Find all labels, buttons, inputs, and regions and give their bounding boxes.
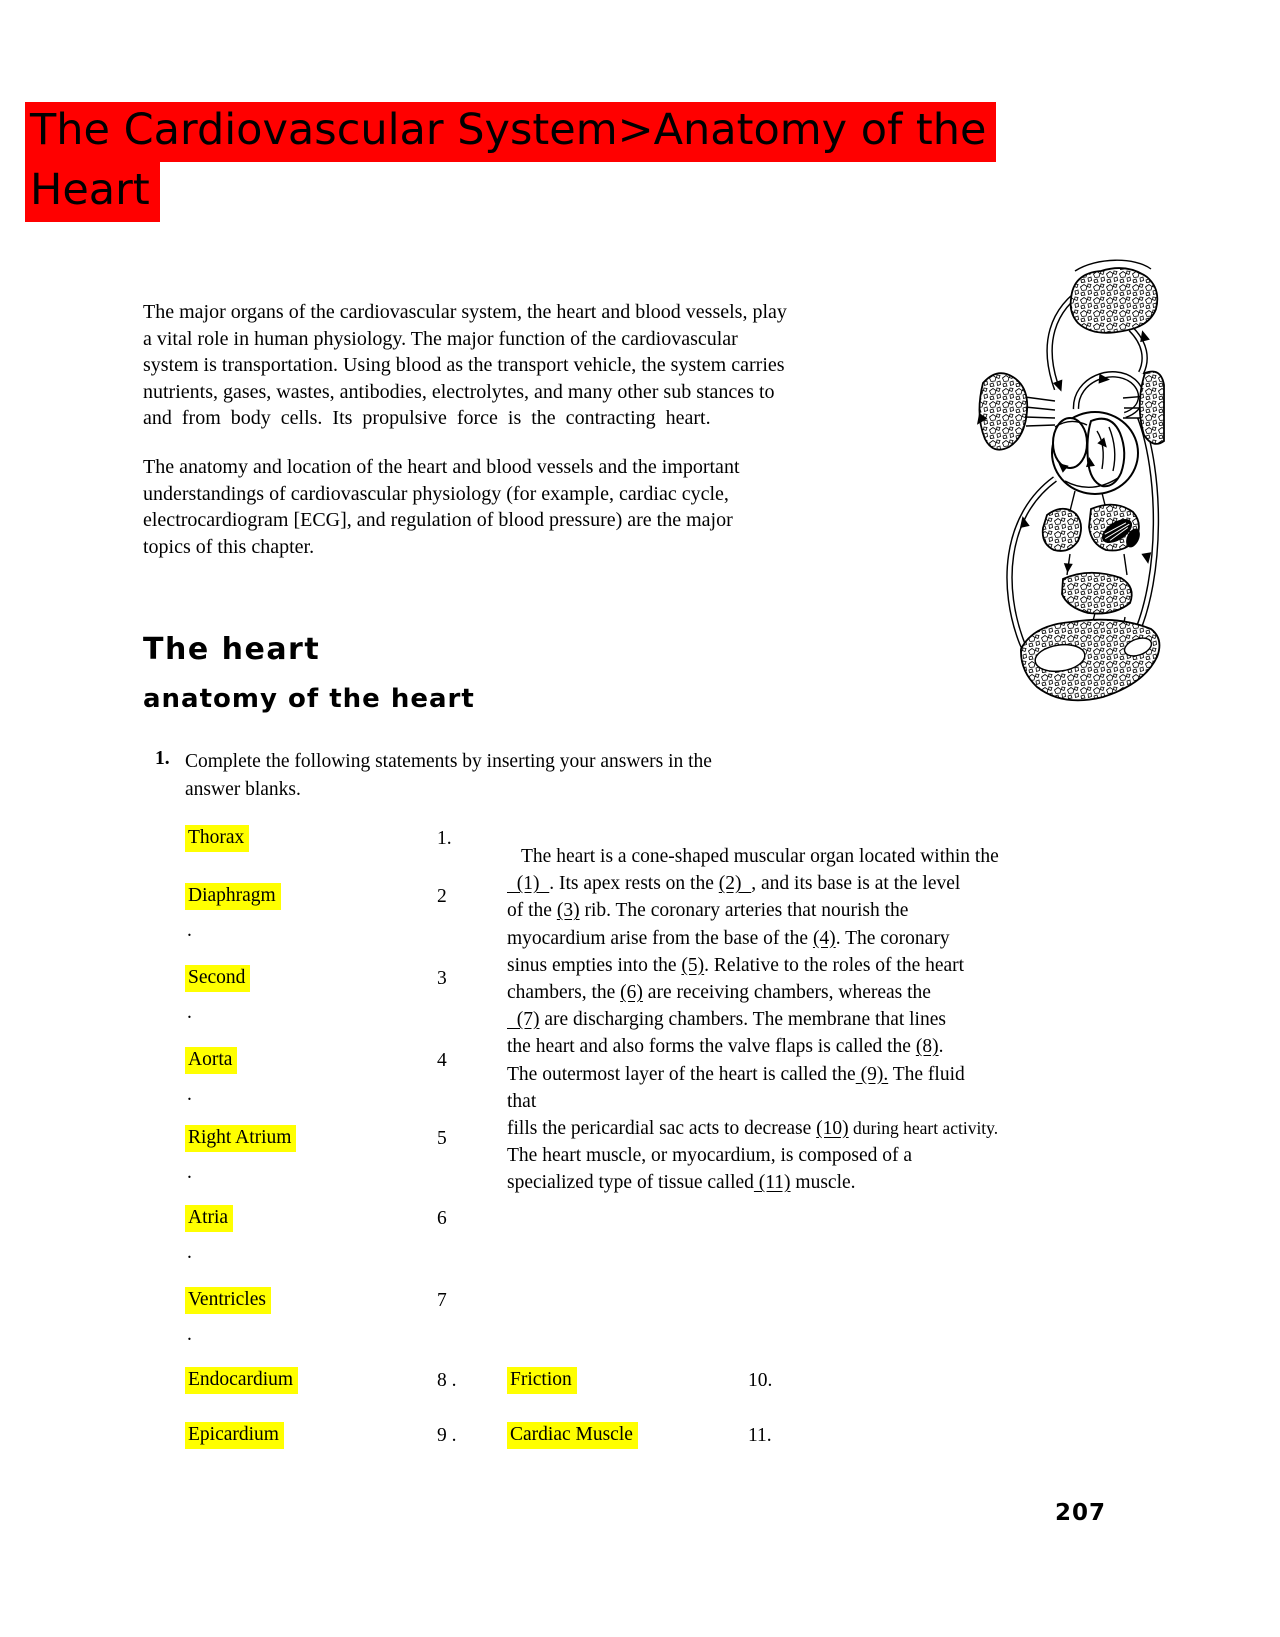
answer-blank: (10) — [816, 1117, 849, 1139]
paragraph-line: The major organs of the cardiovascular system, the heart and blood vessels, play — [143, 301, 787, 323]
section-heading-the-heart: The heart — [143, 632, 321, 667]
answer-word: Diaphragm — [185, 883, 281, 910]
paragraph-line: system is transportation. Using blood as the transport vehicle, the system carries — [143, 354, 785, 377]
answer-number: 1. — [437, 828, 452, 849]
fill-text-segment: muscle. — [790, 1172, 856, 1194]
stray-period: . — [187, 1162, 192, 1183]
answer-word: Thorax — [185, 825, 249, 852]
subsection-heading-anatomy: anatomy of the heart — [143, 684, 475, 714]
fill-text-segment: of the — [507, 900, 557, 922]
fill-text-segment: . Relative to the roles of the heart — [704, 954, 965, 976]
answer-number: 2 — [437, 886, 447, 907]
answer-word: Epicardium — [185, 1422, 284, 1449]
fill-text-segment: The outermost layer of the heart is called the — [507, 1063, 856, 1085]
fill-text-segment: rib. The coronary arteries that nourish the — [579, 900, 909, 922]
paragraph-line: a vital role in human physiology. The major function of the cardiovascular — [143, 327, 738, 350]
instruction-line: Complete the following statements by inserting your answers in the — [185, 751, 712, 772]
fill-line — [507, 1009, 999, 1036]
fill-line — [507, 955, 999, 982]
page-number: 207 — [1055, 1500, 1107, 1526]
stray-period: . — [187, 920, 192, 941]
fill-text-segment: sinus empties into the — [507, 954, 682, 976]
answer-blank: (3) — [556, 900, 580, 922]
answer-word: Cardiac Muscle — [507, 1422, 638, 1449]
answer-blank: (2) — [718, 873, 752, 895]
answer-blank: (6) — [620, 981, 643, 1003]
paragraph-line: The anatomy and location of the heart and blood vessels and the important — [143, 456, 740, 478]
fill-line — [507, 1036, 999, 1063]
fill-text-segment: . Its apex rests on the — [549, 873, 719, 895]
fill-line — [507, 1145, 999, 1172]
fill-paragraph — [507, 846, 999, 1199]
answer-number: 3 — [437, 968, 447, 989]
fill-text-segment: The heart is a cone-shaped muscular organ located within the — [521, 846, 999, 867]
answer-blank: (11) — [753, 1172, 791, 1194]
fill-text-segment: during heart activity. — [848, 1117, 999, 1138]
exercise-number: 1. — [155, 748, 170, 769]
answer-word: Second — [185, 965, 250, 992]
answer-word: Atria — [185, 1205, 233, 1232]
answer-word: Aorta — [185, 1047, 237, 1074]
fill-text-segment: are discharging chambers. The membrane that lines — [539, 1009, 946, 1031]
answer-blank: (5) — [681, 954, 705, 976]
fill-text-segment: , and its base is at the level — [751, 873, 961, 895]
answer-number: 9 . — [437, 1425, 457, 1446]
fill-line — [507, 873, 999, 900]
answer-blank: (1) — [507, 873, 550, 895]
banner-line-1: The Cardiovascular System>Anatomy of the — [25, 102, 996, 162]
stray-period: . — [187, 1002, 192, 1023]
stray-period: . — [187, 1084, 192, 1105]
stray-period: . — [187, 1242, 192, 1263]
banner-line-2: Heart — [25, 162, 160, 222]
fill-text-segment: The fluid — [888, 1063, 965, 1085]
paragraph-line: understandings of cardiovascular physiology (for example, cardiac cycle, — [143, 482, 729, 505]
answer-word: Endocardium — [185, 1367, 298, 1394]
instruction-line: answer blanks. — [185, 779, 301, 800]
stray-period: . — [187, 1324, 192, 1345]
answer-blank: (9). — [855, 1063, 889, 1085]
fill-line — [507, 846, 999, 873]
fill-line — [507, 1091, 999, 1118]
fill-text-segment: specialized type of tissue called — [507, 1172, 754, 1194]
fill-text-segment: myocardium arise from the base of the — [507, 927, 813, 949]
paragraph-line: and from body cells. Its propulsive force is the contracting heart. — [143, 407, 711, 430]
answer-number: 4 — [437, 1050, 447, 1071]
fill-line — [507, 1064, 999, 1091]
answer-number: 10. — [748, 1370, 773, 1391]
answer-number: 6 — [437, 1208, 447, 1229]
fill-text-segment: the heart and also forms the valve flaps is called the — [507, 1036, 916, 1058]
fill-text-segment: that — [507, 1090, 537, 1112]
fill-line — [507, 1118, 999, 1145]
fill-text-segment: fills the pericardial sac acts to decrease — [507, 1117, 817, 1139]
paragraph-line: electrocardiogram [ECG], and regulation of blood pressure) are the major — [143, 509, 733, 532]
paragraph-line: topics of this chapter. — [143, 535, 315, 558]
answer-blank: (8) — [915, 1036, 939, 1058]
fill-line — [507, 1172, 999, 1199]
answer-number: 8 . — [437, 1370, 457, 1391]
answer-word: Right Atrium — [185, 1125, 296, 1152]
answer-word: Ventricles — [185, 1287, 271, 1314]
fill-line — [507, 900, 999, 927]
answer-blank: (7) — [507, 1009, 540, 1031]
answer-number: 7 — [437, 1290, 447, 1311]
answer-blank: (4) — [812, 927, 836, 949]
answer-word: Friction — [507, 1367, 577, 1394]
fill-line — [507, 928, 999, 955]
fill-text-segment: . — [938, 1036, 944, 1058]
answer-number: 11. — [748, 1425, 772, 1446]
fill-text-segment: . The coronary — [835, 927, 950, 949]
fill-text-segment: The heart muscle, or myocardium, is composed of a — [507, 1145, 913, 1167]
answer-number: 5 — [437, 1128, 447, 1149]
fill-text-segment: are receiving chambers, whereas the — [642, 981, 931, 1003]
paragraph-line: nutrients, gases, wastes, antibodies, electrolytes, and many other sub stances to — [143, 380, 775, 403]
fill-text-segment: chambers, the — [507, 981, 621, 1003]
fill-line — [507, 982, 999, 1009]
